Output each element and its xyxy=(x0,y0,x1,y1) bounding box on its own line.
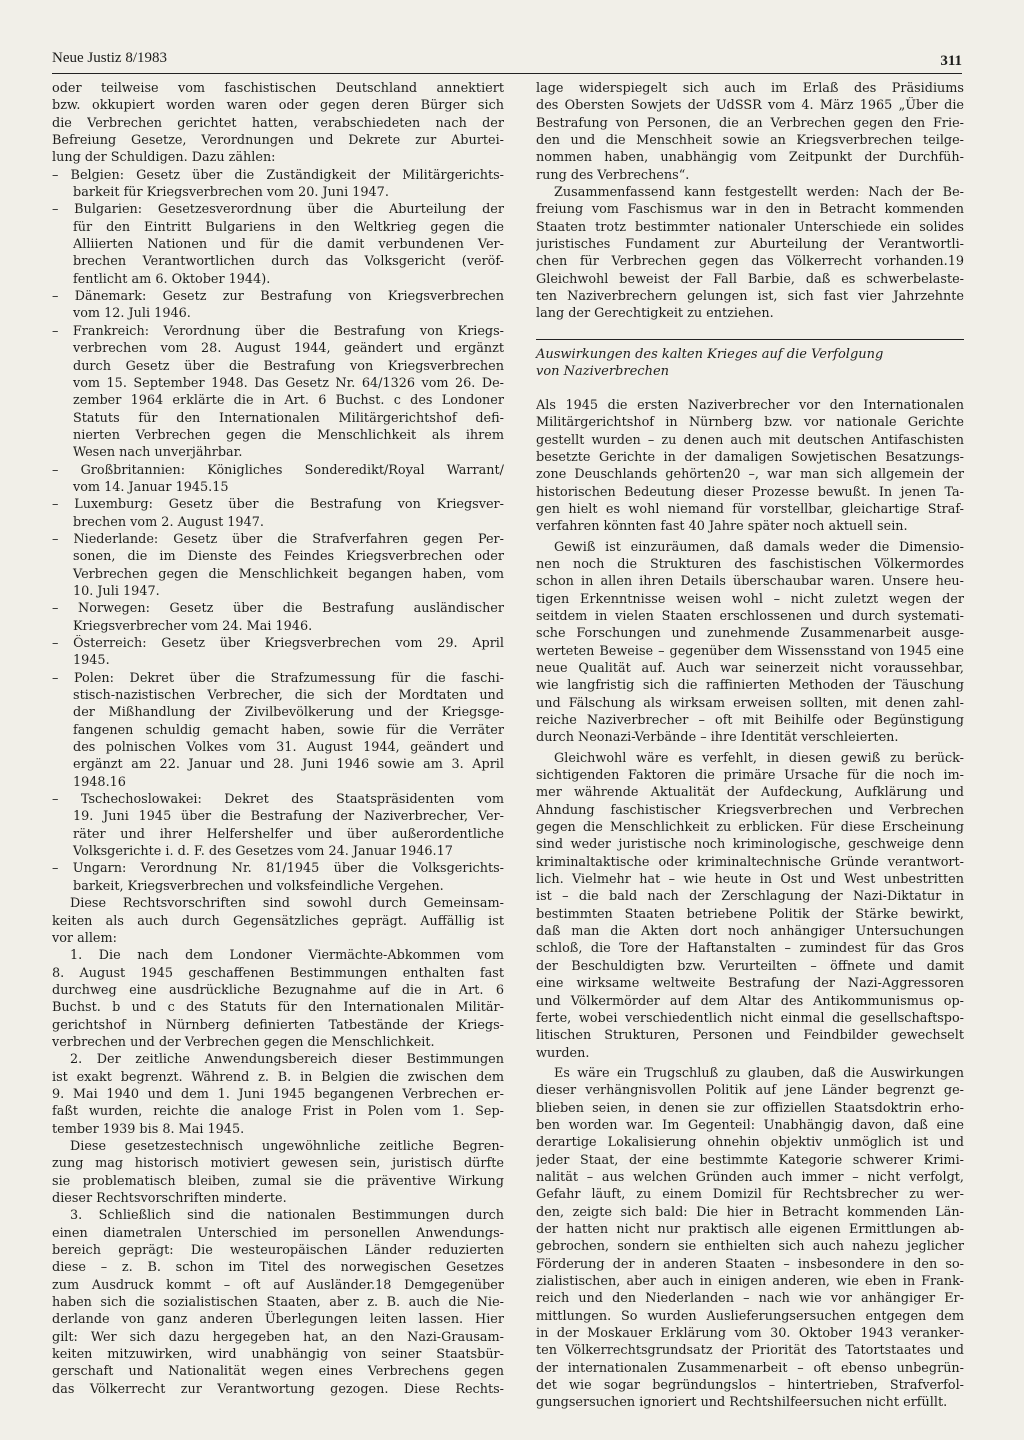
text-line: die Verbrechen gerichtet hatten, verabschiedeten nach der xyxy=(52,115,504,131)
text-line: in der Moskauer Erklärung vom 30. Oktober 1943 veranker- xyxy=(536,1326,964,1342)
text-line: das Völkerrecht zur Verantwortung gezogen. Diese Rechts- xyxy=(52,1381,504,1397)
text-line: fangenen schuldig gemacht haben, sowie für die Verräter xyxy=(73,722,504,738)
text-line: räter und ihrer Helfershelfer und über außerordentliche xyxy=(73,826,504,842)
text-line: keiten mitzuwirken, wird unabhängig von seiner Staatsbür- xyxy=(52,1347,504,1363)
text-line: 1948.16 xyxy=(73,774,126,790)
text-line: – Großbritannien: Königliches Sonderedikt/Royal Warrant/ xyxy=(52,462,504,478)
text-line: 9. Mai 1940 und dem 1. Juni 1945 begangenen Verbrechen er- xyxy=(52,1086,504,1102)
text-line: vom 12. Juli 1946. xyxy=(73,306,191,322)
text-line: barkeit, Kriegsverbrechen und volksfeindliche Vergehen. xyxy=(73,878,444,894)
text-line: Als 1945 die ersten Naziverbrecher vor den Internationalen xyxy=(536,397,964,413)
text-line: Befreiung Gesetze, Verordnungen und Dekrete zur Aburtei- xyxy=(52,133,504,149)
text-line: der Mißhandlung der Zivilbevölkerung und der Kriegsge- xyxy=(73,705,504,721)
text-line: 3. Schließlich sind die nationalen Bestimmungen durch xyxy=(70,1208,504,1224)
text-line: Alliierten Nationen und für die damit verbundenen Ver- xyxy=(73,237,504,253)
text-line: gungsersuchen ignoriert und Rechtshilfeersuchen nicht erfüllt. xyxy=(536,1395,948,1411)
text-line: werteten Beweise – gegenüber dem Wissensstand von 1945 eine xyxy=(536,643,964,659)
text-line: des polnischen Volkes vom 31. August 1944, geändert und xyxy=(73,740,504,756)
text-line: Ahndung faschistischer Kriegsverbrechen und Verbrechen xyxy=(536,802,964,818)
text-line: sie problematisch bleiben, zumal sie die präventive Wirkung xyxy=(52,1173,504,1189)
text-line: Statuts für den Internationalen Militärgerichtshof defi- xyxy=(73,410,504,426)
text-line: blieben seien, in denen sie zur offiziellen Staatsdoktrin erho- xyxy=(536,1100,964,1116)
text-line: historischen Bedeutung dieser Prozesse bewußt. In jenen Ta- xyxy=(536,484,964,500)
text-line: – Luxemburg: Gesetz über die Bestrafung von Kriegsver- xyxy=(52,497,504,513)
text-line: 8. August 1945 geschaffenen Bestimmungen enthalten fast xyxy=(52,965,504,981)
text-line: – Niederlande: Gesetz über die Strafverfahren gegen Per- xyxy=(52,531,504,547)
text-line: – Norwegen: Gesetz über die Bestrafung ausländischer xyxy=(52,601,504,617)
text-line: 2. Der zeitliche Anwendungsbereich dieser Bestimmungen xyxy=(70,1052,504,1068)
text-line: gestellt wurden – zu denen auch mit deutschen Antifaschisten xyxy=(536,432,964,448)
section-spacing xyxy=(536,323,964,339)
text-line: derartige Lokalisierung ohnehin objektiv unmöglich ist und xyxy=(536,1135,964,1151)
text-line: Gefahr läuft, zu einem Domizil für Rechtsbrecher zu wer- xyxy=(536,1187,964,1203)
text-line: derlande von ganz anderen Überlegungen leiten lassen. Hier xyxy=(52,1312,504,1328)
text-line: vor allem: xyxy=(52,930,117,946)
text-line: – Dänemark: Gesetz zur Bestrafung von Kriegsverbrechen xyxy=(52,289,504,305)
text-line: kriminaltaktische oder kriminaltechnische Gründe verantwort- xyxy=(536,854,964,870)
text-line: lung der Schuldigen. Dazu zählen: xyxy=(52,150,276,166)
text-line: zone Deuschlands gehörten20 –, war man sich allgemein der xyxy=(536,467,964,483)
text-line: – Frankreich: Verordnung über die Bestrafung von Kriegs- xyxy=(52,323,504,339)
running-header xyxy=(52,50,962,72)
text-line: Buchst. b und c des Statuts für den Internationalen Militär- xyxy=(52,1000,504,1016)
text-line: tember 1939 bis 8. Mai 1945. xyxy=(52,1121,245,1137)
text-line: Volksgerichte i. d. F. des Gesetzes vom 24. Januar 1946.17 xyxy=(73,844,453,860)
text-line: stisch-nazistischen Verbrecher, die sich der Mordtaten und xyxy=(73,688,504,704)
text-line: dieser verhängnisvollen Politik auf jene Länder begrenzt ge- xyxy=(536,1083,964,1099)
text-line: sind weder juristische noch kriminologische, geschweige denn xyxy=(536,837,964,853)
text-line: sonen, die im Dienste des Feindes Kriegsverbrechen oder xyxy=(73,549,504,565)
text-line: jeder Staat, der eine bestimmte Kategorie schwerer Krimi- xyxy=(536,1152,964,1168)
text-line: zialistischen, aber auch in einigen anderen, wie eben in Frank- xyxy=(536,1274,964,1289)
text-line: ergänzt am 22. Januar und 28. Juni 1946 sowie am 3. April xyxy=(73,757,504,773)
text-line: 1945. xyxy=(73,653,110,669)
text-line: gerichtshof in Nürnberg definierten Tatbestände der Kriegs- xyxy=(52,1017,504,1033)
text-line: Es wäre ein Trugschluß zu glauben, daß die Auswirkungen xyxy=(554,1065,964,1081)
text-line: des Obersten Sowjets der UdSSR vom 4. März 1965 „Über die xyxy=(536,98,964,114)
text-line: oder teilweise vom faschistischen Deutschland annektiert xyxy=(52,81,504,96)
text-line: schloß, die Tore der Haftanstalten – zumindest für das Gros xyxy=(536,941,964,957)
right-column-section-text xyxy=(536,397,964,1412)
text-line: neue Qualität auf. Auch war seinerzeit nicht voraussehbar, xyxy=(536,660,964,676)
text-line: durch Neonazi-Verbände – ihre Identität verschleierten. xyxy=(536,730,899,746)
text-line: eine wirksame weltweite Bestrafung der Nazi-Aggressoren xyxy=(536,976,964,992)
text-line: gebrochen, sondern sie enthielten sich auch nahezu jeglicher xyxy=(536,1239,964,1255)
text-line: keiten als auch durch Gegensätzliches geprägt. Auffällig ist xyxy=(52,913,504,929)
text-line: 10. Juli 1947. xyxy=(73,583,160,599)
text-line: für den Eintritt Bulgariens in den Weltkrieg gegen die xyxy=(73,219,504,235)
text-line: lage widerspiegelt sich auch im Erlaß des Präsidiums xyxy=(536,81,964,96)
text-line: juristisches Fundament zur Aburteilung der Verantwortli- xyxy=(536,237,964,253)
text-line: haben sich die sozialistischen Staaten, aber z. B. auch die Nie- xyxy=(52,1295,504,1311)
section-heading-line: von Naziverbrechen xyxy=(536,364,670,380)
text-line: brechen vom 2. August 1947. xyxy=(73,514,264,530)
page-number: 311 xyxy=(940,53,962,69)
text-line: barkeit für Kriegsverbrechen vom 20. Juni 1947. xyxy=(73,185,389,201)
text-line: tigen Erkenntnisse weisen wohl – nicht zuletzt wegen der xyxy=(536,591,964,607)
text-line: Militärgerichtshof in Nürnberg bzw. vor nationale Gerichte xyxy=(536,415,964,431)
text-line: und Fälschung als wirksam erweisen sollten, mit denen zahl- xyxy=(536,695,964,711)
text-line: rung des Verbrechens“. xyxy=(536,167,690,183)
text-line: den, zeigte sich bald: Die hier in Betracht kommenden Län- xyxy=(536,1204,964,1220)
text-line: der Beschuldigten bzw. Verurteilten – öffnete und damit xyxy=(536,958,964,974)
text-line: – Tschechoslowakei: Dekret des Staatspräsidenten vom xyxy=(52,792,504,808)
text-line: brechen Verantwortlichen durch das Volksgericht (veröf- xyxy=(73,254,504,270)
text-line: seitdem in vielen Staaten erschlossenen und durch systemati- xyxy=(536,608,964,624)
text-line: schon in allen ihren Details überschaubar waren. Unsere heu- xyxy=(536,574,964,590)
text-line: gerschaft und Nationalität wegen eines Verbrechens gegen xyxy=(52,1364,504,1380)
text-line: Staaten trotz bestimmter nationaler Unterschiede ein solides xyxy=(536,219,964,235)
text-line: ist – die bald nach der Zerschlagung der Nazi-Diktatur in xyxy=(536,889,964,905)
left-column xyxy=(52,80,504,1398)
text-line: Kriegsverbrecher vom 24. Mai 1946. xyxy=(73,618,313,634)
text-line: durchweg eine ausdrückliche Bezugnahme auf die in Art. 6 xyxy=(52,982,504,998)
text-line: gen hielt es wohl niemand für vorstellbar, gleichartige Straf- xyxy=(536,501,964,517)
text-line: ben worden war. Im Gegenteil: Unabhängig davon, daß eine xyxy=(536,1117,964,1133)
text-line: det wie sogar begründungslos – hintertrieben, Strafverfol- xyxy=(536,1378,964,1394)
text-line: diese – z. B. schon im Titel des norwegischen Gesetzes xyxy=(52,1260,504,1276)
text-line: Gewiß ist einzuräumen, daß damals weder die Dimensio- xyxy=(554,539,964,555)
text-line: lang der Gerechtigkeit zu entziehen. xyxy=(536,306,774,322)
text-line: ferte, wobei verschiedentlich nicht einmal die gesellschaftspo- xyxy=(536,1010,964,1026)
journal-title: Neue Justiz 8/1983 xyxy=(52,50,167,66)
section-heading-line: Auswirkungen des kalten Krieges auf die Verfolgung xyxy=(536,346,884,362)
text-line: Verbrechen gegen die Menschlichkeit begangen haben, vom xyxy=(73,566,504,582)
text-line: ten Naziverbrechern gelungen ist, sich fast vier Jahrzehnte xyxy=(536,289,964,305)
text-line: einen diametralen Unterschied im personellen Anwendungs- xyxy=(52,1225,504,1241)
text-line: vom 15. September 1948. Das Gesetz Nr. 64/1326 vom 26. De- xyxy=(73,375,504,391)
text-line: sichtigenden Faktoren die primäre Ursache für die noch im- xyxy=(536,768,964,784)
text-line: reich und den Niederlanden – nach wie vor anhängiger Er- xyxy=(536,1291,964,1307)
text-line: zember 1964 erklärte die in Art. 6 Buchst. c des Londoner xyxy=(73,393,504,409)
text-line: mer währende Aktualität der Aufdeckung, Aufklärung und xyxy=(536,785,964,801)
text-line: und Völkermörder auf dem Altar des Antikommunismus op- xyxy=(536,993,964,1009)
text-line: der hatten nicht nur praktisch alle eigenen Ermittlungen ab- xyxy=(536,1221,964,1237)
text-line: nalität – aus welchen Gründen auch immer – nicht verfolgt, xyxy=(536,1169,964,1185)
text-line: Zusammenfassend kann festgestellt werden: Nach der Be- xyxy=(554,185,964,201)
text-line: reiche Naziverbrecher – oft mit Beihilfe oder Begünstigung xyxy=(536,713,964,728)
text-line: fentlicht am 6. Oktober 1944). xyxy=(73,271,271,287)
text-line: zung mag historisch motiviert gewesen sein, juristisch dürfte xyxy=(52,1156,504,1172)
text-line: der internationalen Zusammenarbeit – oft ebenso unbegrün- xyxy=(536,1360,964,1376)
text-line: verbrechen und der Verbrechen gegen die Menschlichkeit. xyxy=(52,1034,435,1050)
text-line: bzw. okkupiert worden waren oder gegen deren Bürger sich xyxy=(52,98,504,114)
text-line: dieser Rechtsvorschriften minderte. xyxy=(52,1191,287,1206)
section-rule xyxy=(536,339,964,340)
text-line: – Ungarn: Verordnung Nr. 81/1945 über die Volksgerichts- xyxy=(52,861,504,877)
text-line: Diese Rechtsvorschriften sind sowohl durch Gemeinsam- xyxy=(70,896,504,912)
text-line: Gleichwohl wäre es verfehlt, in diesen gewiß zu berück- xyxy=(554,750,964,766)
text-line: Förderung der in anderen Staaten – insbesondere in den so- xyxy=(536,1256,964,1272)
text-line: sche Forschungen und zunehmende Zusammenarbeit ausge- xyxy=(536,626,964,642)
text-line: faßt wurden, reichte die analoge Frist in Polen vom 1. Sep- xyxy=(52,1104,504,1120)
text-line: mittlungen. So wurden Auslieferungsersuchen entgegen dem xyxy=(536,1308,964,1324)
text-line: den und die Menschheit sowie an Kriegsverbrechen teilge- xyxy=(536,133,964,149)
right-column-top-text xyxy=(536,80,964,323)
text-line: nommen haben, unabhängig vom Zeitpunkt der Durchfüh- xyxy=(536,150,964,166)
text-line: durch Gesetz über die Bestrafung von Kriegsverbrechen xyxy=(73,358,504,374)
text-line: besetzte Gerichte in der damaligen Sowjetischen Besatzungs- xyxy=(536,449,964,465)
text-line: ist exakt begrenzt. Während z. B. in Belgien die zwischen dem xyxy=(52,1069,504,1085)
text-line: verbrechen vom 28. August 1944, geändert und ergänzt xyxy=(73,341,504,357)
text-line: verfahren könnten fast 40 Jahre später noch aktuell sein. xyxy=(536,519,908,535)
text-line: nen noch die Strukturen des faschistischen Völkermordes xyxy=(536,556,964,572)
text-line: gegen die Menschlichkeit zu erblicken. Für diese Erscheinung xyxy=(536,820,964,836)
text-line: wie langfristig sich die raffinierten Methoden der Täuschung xyxy=(536,678,964,694)
right-column xyxy=(536,80,964,1412)
text-line: ten Völkerrechtsgrundsatz der Priorität des Tatortstaates und xyxy=(536,1343,964,1359)
text-line: Wesen nach unverjährbar. xyxy=(73,445,243,461)
text-line: vom 14. Januar 1945.15 xyxy=(73,479,229,495)
text-line: gilt: Wer sich dazu hergegeben hat, an den Nazi-Grausam- xyxy=(52,1329,504,1345)
text-line: – Bulgarien: Gesetzesverordnung über die Aburteilung der xyxy=(52,202,504,218)
text-line: chen für Verbrechen gegen das Völkerrecht vorhanden.19 xyxy=(536,254,964,270)
text-line: – Belgien: Gesetz über die Zuständigkeit der Militärgerichts- xyxy=(52,167,504,183)
text-line: 19. Juni 1945 über die Bestrafung der Naziverbrecher, Ver- xyxy=(73,809,504,825)
text-line: bestimmten Staaten betriebene Politik der Stärke bewirkt, xyxy=(536,906,964,922)
text-line: Bestrafung von Personen, die an Verbrechen gegen den Frie- xyxy=(536,115,964,131)
text-line: 1. Die nach dem Londoner Viermächte-Abkommen vom xyxy=(70,948,504,964)
text-line: daß man die Akten dort noch anhängiger Untersuchungen xyxy=(536,924,964,940)
section-heading xyxy=(536,346,964,381)
text-line: wurden. xyxy=(536,1045,590,1061)
header-rule xyxy=(52,73,962,74)
text-line: freiung vom Faschismus war in den in Betracht kommenden xyxy=(536,202,964,218)
text-line: Diese gesetzestechnisch ungewöhnliche zeitliche Begren- xyxy=(70,1138,504,1154)
text-line: lich. Vielmehr hat – wie heute in Ost und West unbestritten xyxy=(536,872,964,888)
text-line: Gleichwohl beweist der Fall Barbie, daß es schwerbelaste- xyxy=(536,271,964,287)
text-line: litischen Strukturen, Personen und Feindbilder gewechselt xyxy=(536,1028,964,1044)
text-line: – Österreich: Gesetz über Kriegsverbrechen vom 29. April xyxy=(52,636,504,651)
text-line: nierten Verbrechen gegen die Menschlichkeit als ihrem xyxy=(73,427,504,443)
text-line: bereich geprägt: Die westeuropäischen Länder reduzierten xyxy=(52,1243,504,1259)
text-line: – Polen: Dekret über die Strafzumessung für die faschi- xyxy=(52,670,504,686)
text-line: zum Ausdruck kommt – oft auf Ausländer.18 Demgegenüber xyxy=(52,1277,504,1293)
